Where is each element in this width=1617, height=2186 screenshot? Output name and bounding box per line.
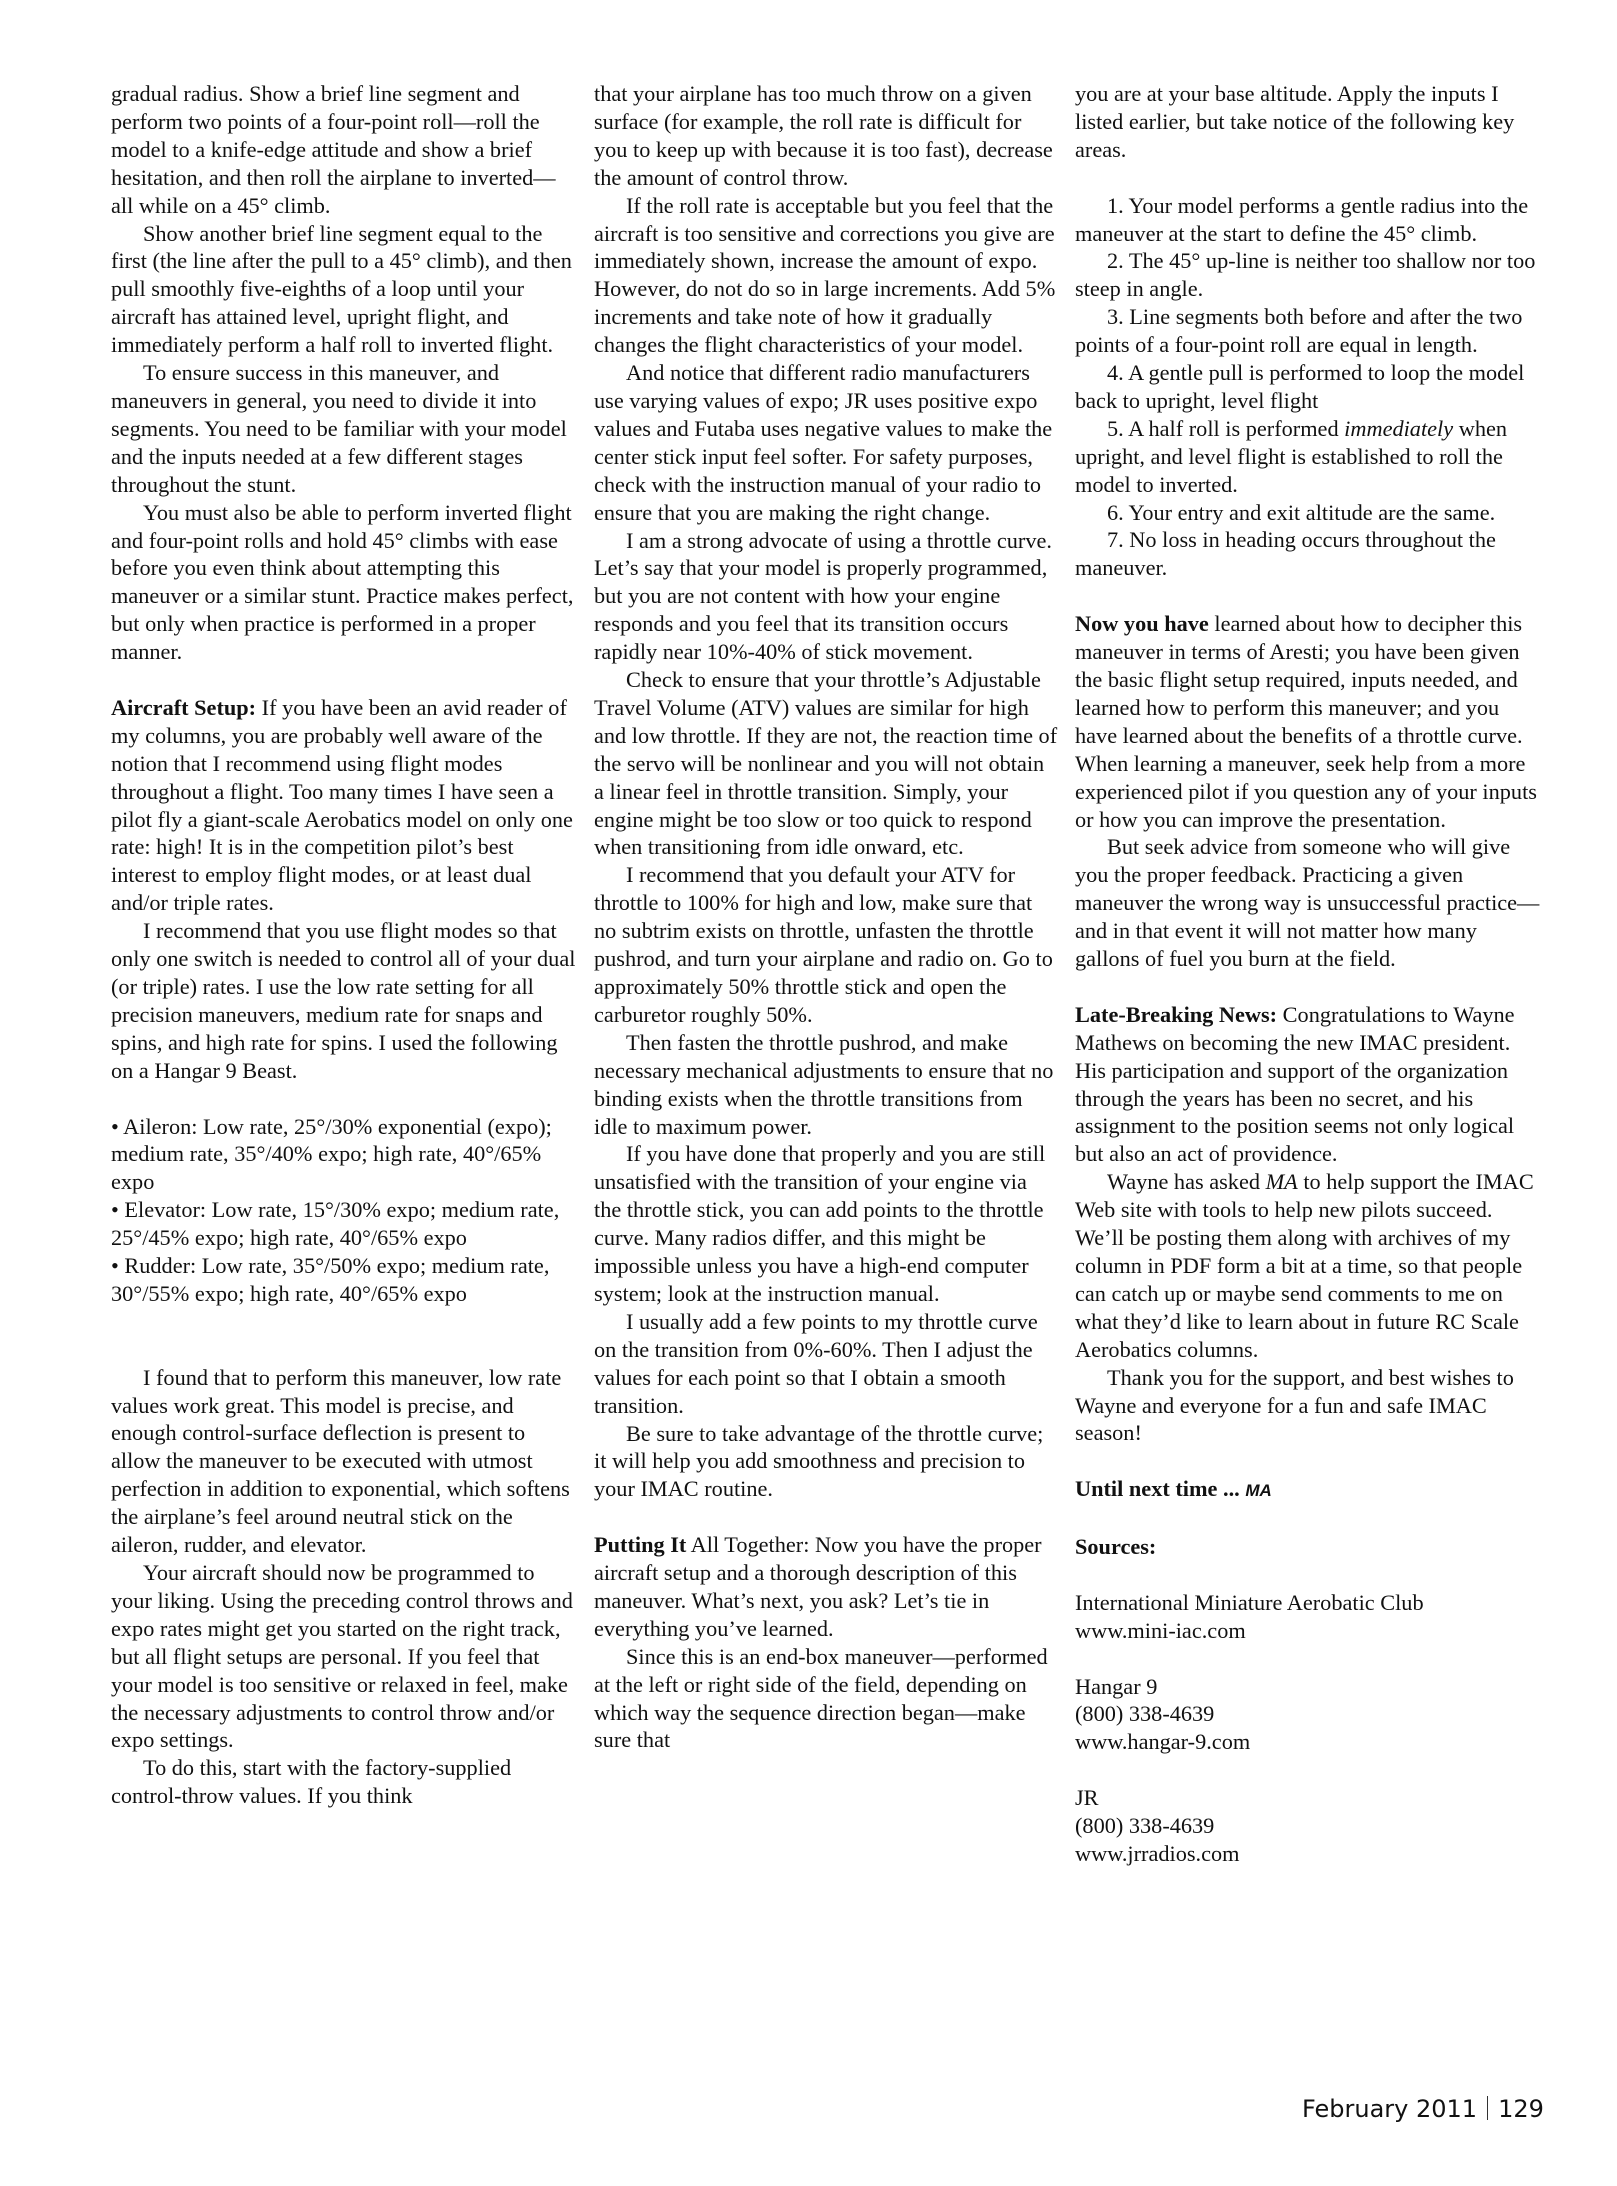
list-item-emphasis: immediately bbox=[1344, 415, 1454, 441]
paragraph: Thank you for the support, and best wishes to Wayne and everyone for a fun and safe IMAC season! bbox=[1075, 1364, 1514, 1446]
late-breaking-news-text: Congratulations to Wayne Mathews on becoming the new IMAC president. His participation and support of the organization through the years has been no secret, and his assignment to the position seems not only logical but also an act of providence. bbox=[1075, 1001, 1515, 1167]
list-item: 6. Your entry and exit altitude are the same. bbox=[1107, 499, 1496, 525]
source-name: International Miniature Aerobatic Club bbox=[1075, 1589, 1424, 1615]
paragraph: But seek advice from someone who will give you the proper feedback. Practicing a given maneuver the wrong way is unsuccessful practice—and in that event it will not matter how many gallons of fuel you burn at the field. bbox=[1075, 834, 1540, 972]
list-item: 4. A gentle pull is performed to loop the model back to upright, level flight bbox=[1075, 360, 1525, 413]
paragraph: I found that to perform this maneuver, low rate values work great. This model is precise, and enough control-surface deflection is present to allow the maneuver to be executed with utmost perfection in addition to exponential, which softens the airplane’s feel around neutral stick on the aileron, rudder, and elevator. bbox=[111, 1364, 570, 1558]
list-item: 7. No loss in heading occurs throughout the maneuver. bbox=[1075, 527, 1496, 581]
paragraph bbox=[1075, 1168, 1540, 1363]
aircraft-setup-text: If you have been an avid reader of my columns, you are probably well aware of the notion that I recommend using flight modes throughout a flight. Too many times I have seen a pilot fly a giant-scale Aerobatics model on only one rate: high! It is in the competition pilot’s best interest to employ flight modes, or at least dual and/or triple rates. bbox=[111, 694, 573, 916]
paragraph: Check to ensure that your throttle’s Adjustable Travel Volume (ATV) values are similar for high and low throttle. If they are not, the reaction time of the servo will be nonlinear and you will not obtain a linear feel in throttle transition. Simply, your engine might be too slow or too quick to respond when transitioning from idle onward, etc. bbox=[594, 667, 1058, 860]
column-3 bbox=[1075, 80, 1540, 1868]
source-url[interactable]: www.mini-iac.com bbox=[1075, 1617, 1246, 1643]
list-item: 2. The 45° up-line is neither too shallow nor too steep in angle. bbox=[1075, 248, 1536, 302]
paragraph: I am a strong advocate of using a throttle curve. Let’s say that your model is properly programmed, but you are not content with how your engine responds and you feel that its transition occurs rapidly near 10%-40% of stick movement. bbox=[594, 527, 1052, 665]
paragraph: You must also be able to perform inverted flight and four-point rolls and hold 45° climbs with ease before you even think about attempting this maneuver or a similar stunt. Practice makes perfect, but only when practice is performed in a proper manner. bbox=[111, 499, 574, 665]
paragraph: I recommend that you default your ATV for throttle to 100% for high and low, make sure that no subtrim exists on throttle, unfasten the throttle pushrod, and turn your airplane and radio on. Go to approximately 50% throttle stick and open the carburetor roughly 50%. bbox=[594, 862, 1053, 1027]
source-url[interactable]: www.jrradios.com bbox=[1075, 1840, 1240, 1866]
sign-off-text: Until next time ... bbox=[1075, 1476, 1240, 1502]
source-phone: (800) 338-4639 bbox=[1075, 1701, 1215, 1727]
paragraph: you are at your base altitude. Apply the inputs I listed earlier, but take notice of the following key areas. bbox=[1075, 81, 1515, 162]
bullet-item: • Elevator: Low rate, 15°/30% expo; medium rate, 25°/45% expo; high rate, 40°/65% expo bbox=[111, 1197, 560, 1251]
issue-date: February 2011 bbox=[1302, 2095, 1478, 2123]
paragraph: Show another brief line segment equal to the first (the line after the pull to a 45° climb), and then pull smoothly five-eighths of a loop until your aircraft has attained level, upright flight, and immediately perform a half roll to inverted flight. bbox=[111, 220, 572, 358]
paragraph: To ensure success in this maneuver, and maneuvers in general, you need to divide it into segments. You need to be familiar with your model and the inputs needed at a few different stages throughout the stunt. bbox=[111, 360, 567, 497]
source-name: Hangar 9 bbox=[1075, 1673, 1158, 1699]
paragraph: To do this, start with the factory-supplied control-throw values. If you think bbox=[111, 1755, 512, 1809]
paragraph: that your airplane has too much throw on a given surface (for example, the roll rate is difficult for you to keep up with because it is too fast), decrease the amount of control throw. bbox=[594, 81, 1053, 190]
list-item: 3. Line segments both before and after the two points of a four-point roll are equal in length. bbox=[1075, 304, 1523, 358]
paragraph: gradual radius. Show a brief line segment and perform two points of a four-point roll—roll the model to a knife-edge attitude and show a brief hesitation, and then roll the airplane to inverted—all while on a 45° climb. bbox=[111, 81, 556, 218]
source-entry bbox=[1075, 1589, 1540, 1645]
column-2 bbox=[594, 80, 1059, 1754]
source-url[interactable]: www.hangar-9.com bbox=[1075, 1729, 1251, 1755]
putting-it-together-text: All Together: Now you have the proper aircraft setup and a thorough description of this maneuver. What’s next, you ask? Let’s tie in everything you’ve learned. bbox=[594, 1532, 1042, 1641]
aircraft-setup-heading: Aircraft Setup: bbox=[111, 694, 257, 720]
bullet-item: • Aileron: Low rate, 25°/30% exponential (expo); medium rate, 35°/40% expo; high rate, 40°/65% expo bbox=[111, 1113, 552, 1195]
list-item-text: 5. A half roll is performed bbox=[1107, 415, 1345, 441]
column-1 bbox=[111, 80, 576, 1810]
footer-divider bbox=[1487, 2096, 1488, 2120]
paragraph: I usually add a few points to my throttle curve on the transition from 0%-60%. Then I adjust the values for each point so that I obtain a smooth transition. bbox=[594, 1308, 1038, 1418]
paragraph: Since this is an end-box maneuver—performed at the left or right side of the field, depending on which way the sequence direction began—make sure that bbox=[594, 1643, 1048, 1753]
rates-bullet-list bbox=[111, 1113, 576, 1308]
putting-it-together-paragraph bbox=[594, 1531, 1059, 1643]
putting-it-together-heading: Putting It bbox=[594, 1532, 687, 1558]
paragraph: If the roll rate is acceptable but you feel that the aircraft is too sensitive and corrections you give are immediately shown, increase the amount of expo. However, do not do so in large increments. Add 5% increments and take note of how it gradually changes the flight characteristics of your model. bbox=[594, 192, 1056, 358]
list-item bbox=[1075, 415, 1540, 499]
source-entry bbox=[1075, 1673, 1540, 1757]
paragraph: And notice that different radio manufacturers use varying values of expo; JR uses positive expo values and Futaba uses negative values to make the center stick input feel softer. For safety purposes, check with the instruction manual of your radio to ensure that you are making the right change. bbox=[594, 360, 1053, 525]
page-footer bbox=[1302, 2095, 1544, 2123]
paragraph: If you have done that properly and you are still unsatisfied with the transition of your engine via the throttle stick, you can add points to the throttle curve. Many radios differ, and this might be impossible unless you have a high-end computer system; look at the instruction manual. bbox=[594, 1141, 1046, 1306]
paragraph-text: Wayne has asked bbox=[1107, 1169, 1266, 1195]
paragraph: Be sure to take advantage of the throttle curve; it will help you add smoothness and precision to your IMAC routine. bbox=[594, 1420, 1044, 1502]
source-name: JR bbox=[1075, 1785, 1099, 1811]
bullet-item: • Rudder: Low rate, 35°/50% expo; medium rate, 30°/55% expo; high rate, 40°/65% expo bbox=[111, 1253, 550, 1306]
paragraph: I recommend that you use flight modes so that only one switch is needed to control all of your dual (or triple) rates. I use the low rate setting for all precision maneuvers, medium rate for snaps and spins, and high rate for spins. I used the following on a Hangar 9 Beast. bbox=[111, 918, 576, 1083]
list-item: 1. Your model performs a gentle radius into the maneuver at the start to define the 45° climb. bbox=[1075, 192, 1529, 246]
aircraft-setup-paragraph bbox=[111, 694, 576, 917]
page-number: 129 bbox=[1498, 2095, 1544, 2123]
paragraph-text: to help support the IMAC Web site with tools to help new pilots succeed. We’ll be posting them along with archives of my column in PDF form a bit at a time, so that people can catch up or maybe send comments to me on what they’d like to learn about in future RC Scale Aerobatics columns. bbox=[1075, 1169, 1534, 1362]
source-entry bbox=[1075, 1784, 1540, 1868]
paragraph: Then fasten the throttle pushrod, and make necessary mechanical adjustments to ensure that no binding exists when the throttle transitions from idle to maximum power. bbox=[594, 1029, 1054, 1139]
sign-off bbox=[1075, 1475, 1540, 1505]
late-breaking-news-heading: Late-Breaking News: bbox=[1075, 1001, 1278, 1027]
source-phone: (800) 338-4639 bbox=[1075, 1813, 1215, 1839]
list-item-text: when upright, and level flight is established to roll the model to inverted. bbox=[1075, 415, 1508, 497]
key-areas-list bbox=[1075, 192, 1540, 583]
now-you-have-text: learned about how to decipher this maneuver in terms of Aresti; you have been given the basic flight setup required, inputs needed, and learned how to perform this maneuver; and you have learned about the benefits of a throttle curve. When learning a maneuver, seek help from a more experienced pilot if you question any of your inputs or how you can improve the presentation. bbox=[1075, 611, 1537, 832]
now-you-have-paragraph bbox=[1075, 610, 1540, 833]
now-you-have-heading: Now you have bbox=[1075, 611, 1209, 637]
late-breaking-news-paragraph bbox=[1075, 1001, 1540, 1168]
magazine-name: MA bbox=[1265, 1169, 1298, 1195]
paragraph: Your aircraft should now be programmed to your liking. Using the preceding control throws and expo rates might get you started on the right track, but all flight setups are personal. If you feel that your model is too sensitive or relaxed in feel, make the necessary adjustments to control throw and/or expo settings. bbox=[111, 1559, 573, 1753]
sources-heading: Sources: bbox=[1075, 1534, 1157, 1560]
ma-logo: MA bbox=[1245, 1481, 1272, 1501]
